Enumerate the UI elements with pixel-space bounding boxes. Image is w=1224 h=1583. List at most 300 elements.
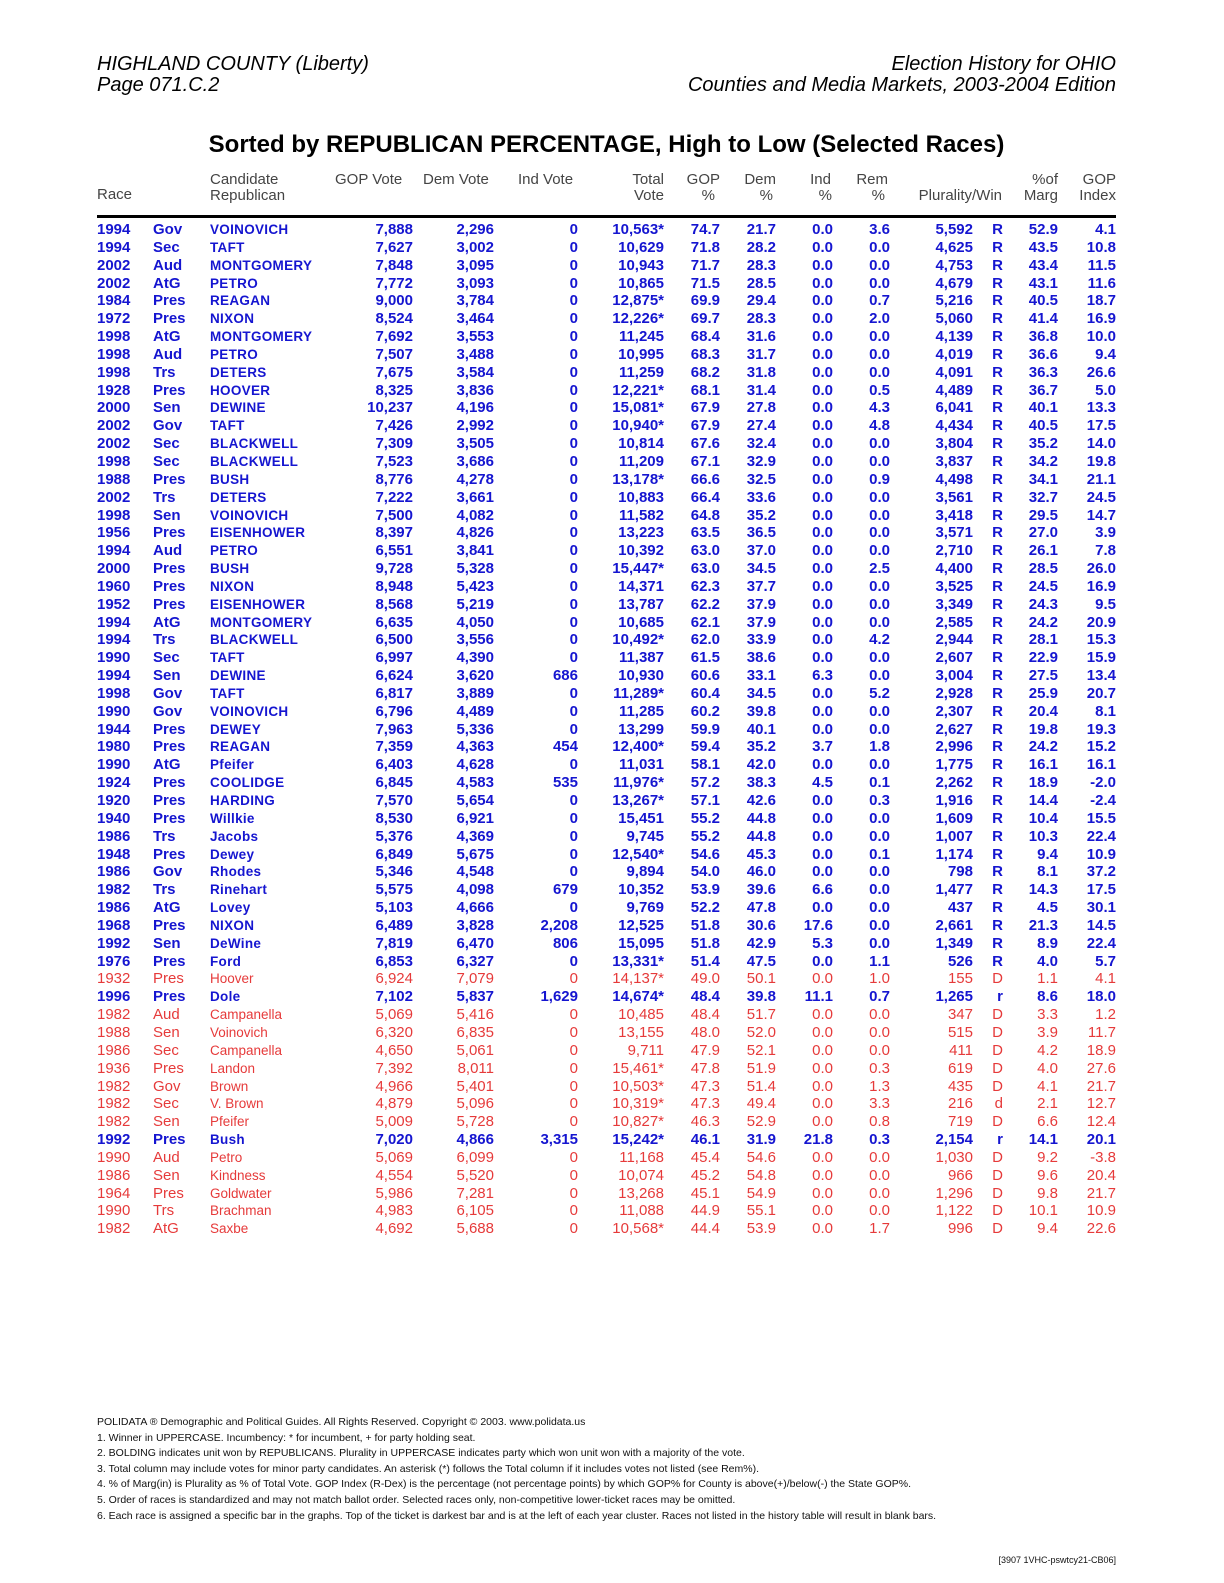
cell-candidate: PETRO [210, 543, 259, 559]
cell-candidate: Dole [210, 989, 241, 1005]
cell-rem-pct: 5.2 [869, 684, 890, 702]
cell-dem-vote: 6,835 [456, 1023, 494, 1041]
cell-office: AtG [153, 328, 181, 346]
cell-dem-pct: 37.0 [746, 542, 776, 560]
cell-plurality: 2,307 [935, 702, 973, 720]
cell-margin-pct: 19.8 [1028, 720, 1058, 738]
cell-office: Pres [153, 1184, 184, 1202]
cell-total-vote: 9,769 [626, 899, 664, 917]
col-dem-pct: Dem [744, 171, 776, 188]
cell-ind-vote: 0 [569, 1166, 578, 1184]
cell-year: 1976 [97, 952, 131, 970]
table-row [97, 614, 1116, 632]
cell-dem-vote: 4,278 [456, 470, 494, 488]
cell-candidate: COOLIDGE [210, 775, 285, 791]
cell-dem-vote: 5,096 [456, 1095, 494, 1113]
table-row [97, 257, 1116, 275]
cell-rem-pct: 4.3 [869, 399, 890, 417]
cell-plurality: 1,122 [935, 1202, 973, 1220]
cell-total-vote: 12,221* [612, 381, 664, 399]
cell-winner: R [992, 595, 1003, 613]
cell-office: Aud [153, 542, 183, 560]
cell-gop-pct: 68.4 [690, 328, 720, 346]
cell-year: 1956 [97, 524, 131, 542]
cell-dem-pct: 52.0 [746, 1023, 776, 1041]
header-right [688, 54, 1116, 96]
cell-gop-vote: 7,309 [375, 435, 413, 453]
cell-ind-pct: 0.0 [812, 1006, 833, 1024]
cell-ind-pct: 0.0 [812, 256, 833, 274]
cell-dem-vote: 3,836 [456, 381, 494, 399]
cell-gop-vote: 6,500 [375, 631, 413, 649]
cell-plurality: 515 [947, 1023, 973, 1041]
cell-plurality: 5,060 [935, 310, 973, 328]
cell-dem-pct: 32.4 [746, 435, 776, 453]
cell-ind-vote: 0 [569, 595, 578, 613]
cell-rem-pct: 0.0 [869, 863, 890, 881]
cell-gop-vote: 5,069 [375, 1006, 413, 1024]
cell-winner: R [992, 363, 1003, 381]
cell-office: Pres [153, 809, 186, 827]
cell-year: 1994 [97, 221, 131, 238]
col-dem-vote: Dem Vote [423, 171, 489, 188]
cell-gop-vote: 6,635 [375, 613, 413, 631]
cell-gop-pct: 67.1 [690, 452, 720, 470]
footnote-line: 6. Each race is assigned a specific bar in the graphs. Top of the ticket is darkest bar and is at the left of each year cluster. Races not listed in the history table will result in blank bars. [97, 1509, 937, 1522]
cell-candidate: Pfeifer [210, 1114, 250, 1130]
table-row [97, 524, 1116, 542]
cell-ind-pct: 0.0 [812, 470, 833, 488]
cell-candidate: Dewey [210, 846, 255, 862]
cell-year: 1972 [97, 310, 131, 328]
cell-plurality: 2,944 [935, 631, 973, 649]
cell-gop-pct: 47.9 [690, 1041, 720, 1059]
cell-rem-pct: 0.0 [869, 274, 890, 292]
cell-dem-pct: 28.3 [746, 310, 776, 328]
cell-rem-pct: 0.3 [869, 1059, 890, 1077]
cell-rem-pct: 3.6 [869, 221, 890, 238]
cell-plurality: 798 [947, 863, 973, 881]
cell-winner: D [992, 970, 1003, 988]
cell-plurality: 966 [947, 1166, 973, 1184]
cell-candidate: Ford [210, 953, 242, 969]
cell-ind-vote: 0 [569, 1184, 578, 1202]
cell-gop-pct: 46.3 [690, 1113, 720, 1131]
cell-year: 2002 [97, 274, 131, 292]
cell-dem-vote: 4,082 [456, 506, 494, 524]
cell-winner: R [992, 221, 1003, 238]
cell-total-vote: 13,787 [618, 595, 664, 613]
cell-office: Pres [153, 310, 186, 328]
cell-office: Pres [153, 774, 186, 792]
cell-gop-index: 18.0 [1086, 988, 1116, 1006]
cell-candidate: Hoover [210, 971, 254, 987]
cell-margin-pct: 36.7 [1028, 381, 1058, 399]
cell-gop-vote: 5,069 [375, 1148, 413, 1166]
cell-gop-pct: 44.4 [690, 1220, 720, 1238]
table-row [97, 917, 1116, 935]
cell-gop-pct: 67.9 [690, 399, 720, 417]
cell-dem-pct: 54.9 [746, 1184, 776, 1202]
cell-winner: R [992, 881, 1003, 899]
cell-gop-index: 26.6 [1086, 363, 1116, 381]
cell-gop-pct: 55.2 [690, 827, 720, 845]
cell-dem-pct: 50.1 [746, 970, 776, 988]
cell-gop-pct: 51.8 [690, 934, 720, 952]
cell-rem-pct: 0.0 [869, 506, 890, 524]
cell-dem-pct: 33.1 [746, 667, 776, 685]
cell-ind-vote: 0 [569, 1220, 578, 1238]
cell-total-vote: 11,289* [613, 684, 664, 702]
cell-gop-vote: 6,403 [375, 756, 413, 774]
cell-gop-vote: 8,397 [375, 524, 413, 542]
cell-gop-index: 18.9 [1086, 1041, 1116, 1059]
cell-margin-pct: 28.1 [1028, 631, 1058, 649]
table-row [97, 988, 1116, 1006]
cell-total-vote: 10,827* [612, 1113, 664, 1131]
cell-office: Trs [153, 488, 176, 506]
cell-year: 2002 [97, 488, 131, 506]
cell-gop-vote: 7,020 [375, 1131, 413, 1149]
cell-gop-index: 20.1 [1086, 1131, 1116, 1149]
cell-gop-index: 12.4 [1086, 1113, 1116, 1131]
cell-gop-pct: 62.1 [690, 613, 720, 631]
cell-ind-vote: 0 [569, 292, 578, 310]
table-row [97, 560, 1116, 578]
cell-winner: R [992, 649, 1003, 667]
cell-rem-pct: 0.0 [869, 1166, 890, 1184]
cell-dem-vote: 6,470 [456, 934, 494, 952]
cell-candidate: EISENHOWER [210, 596, 306, 612]
cell-dem-vote: 5,336 [456, 720, 494, 738]
cell-office: Pres [153, 524, 186, 542]
table-header [97, 170, 1116, 215]
cell-total-vote: 15,095 [618, 934, 664, 952]
cell-ind-pct: 0.0 [812, 1113, 833, 1131]
table-row [97, 792, 1116, 810]
cell-candidate: Willkie [210, 810, 255, 826]
cell-dem-pct: 34.5 [746, 684, 776, 702]
cell-rem-pct: 0.0 [869, 435, 890, 453]
cell-ind-vote: 0 [569, 328, 578, 346]
cell-margin-pct: 4.0 [1037, 1059, 1058, 1077]
cell-gop-vote: 5,376 [375, 827, 413, 845]
cell-dem-vote: 2,296 [456, 221, 494, 238]
cell-candidate: BLACKWELL [210, 453, 299, 469]
cell-ind-vote: 0 [569, 1006, 578, 1024]
cell-dem-pct: 31.7 [746, 345, 776, 363]
cell-total-vote: 15,461* [612, 1059, 664, 1077]
cell-year: 2002 [97, 435, 131, 453]
cell-plurality: 3,561 [935, 488, 973, 506]
cell-gop-vote: 6,320 [375, 1023, 413, 1041]
cell-ind-vote: 0 [569, 274, 578, 292]
cell-candidate: Campanella [210, 1042, 283, 1058]
cell-ind-pct: 0.0 [812, 1184, 833, 1202]
cell-dem-pct: 45.3 [746, 845, 776, 863]
cell-margin-pct: 27.0 [1028, 524, 1058, 542]
cell-gop-vote: 10,237 [367, 399, 413, 417]
table-row [97, 1185, 1116, 1203]
cell-office: Pres [153, 1059, 184, 1077]
cell-year: 1924 [97, 774, 131, 792]
cell-gop-index: 30.1 [1086, 899, 1116, 917]
cell-office: Pres [153, 1131, 186, 1149]
cell-margin-pct: 16.1 [1028, 756, 1058, 774]
cell-dem-pct: 21.7 [746, 221, 776, 238]
cell-winner: D [992, 1023, 1003, 1041]
cell-candidate: Landon [210, 1060, 256, 1076]
cell-ind-vote: 0 [569, 524, 578, 542]
table-row [97, 417, 1116, 435]
cell-dem-vote: 6,921 [456, 809, 494, 827]
cell-gop-pct: 52.2 [690, 899, 720, 917]
footnote-line: 1. Winner in UPPERCASE. Incumbency: * for incumbent, + for party holding seat. [97, 1431, 476, 1444]
cell-gop-index: 14.5 [1086, 916, 1116, 934]
table-row [97, 399, 1116, 417]
cell-total-vote: 10,074 [618, 1166, 664, 1184]
cell-gop-pct: 62.0 [690, 631, 720, 649]
cell-total-vote: 15,451 [618, 809, 664, 827]
cell-year: 1986 [97, 1041, 131, 1059]
cell-total-vote: 10,814 [618, 435, 664, 453]
cell-candidate: TAFT [210, 650, 245, 666]
cell-dem-vote: 6,105 [456, 1202, 494, 1220]
cell-total-vote: 10,629 [618, 238, 664, 256]
cell-gop-index: 21.7 [1086, 1077, 1116, 1095]
cell-dem-pct: 54.8 [746, 1166, 776, 1184]
cell-ind-pct: 0.0 [812, 827, 833, 845]
cell-ind-vote: 0 [569, 649, 578, 667]
cell-candidate: V. Brown [210, 1096, 264, 1112]
cell-rem-pct: 0.0 [869, 488, 890, 506]
cell-year: 1998 [97, 328, 131, 346]
cell-ind-vote: 0 [569, 363, 578, 381]
cell-winner: R [992, 899, 1003, 917]
cell-gop-vote: 4,983 [375, 1202, 413, 1220]
cell-rem-pct: 0.3 [869, 792, 890, 809]
cell-plurality: 996 [947, 1220, 973, 1238]
cell-margin-pct: 14.3 [1028, 881, 1058, 899]
cell-dem-vote: 5,416 [456, 1006, 494, 1024]
cell-ind-vote: 0 [569, 845, 578, 863]
cell-gop-vote: 9,000 [375, 292, 413, 310]
table-row [97, 774, 1116, 792]
col-gop-pct-unit: % [701, 187, 715, 204]
cell-dem-pct: 34.5 [746, 560, 776, 578]
cell-dem-pct: 52.1 [746, 1041, 776, 1059]
cell-dem-pct: 39.6 [746, 881, 776, 899]
cell-ind-pct: 0.0 [812, 649, 833, 667]
cell-office: Sec [153, 238, 180, 256]
cell-ind-vote: 0 [569, 1041, 578, 1059]
cell-plurality: 1,916 [935, 792, 973, 809]
cell-winner: R [992, 952, 1003, 970]
cell-dem-vote: 3,889 [456, 684, 494, 702]
cell-gop-index: 10.9 [1086, 1202, 1116, 1220]
cell-ind-pct: 0.0 [812, 970, 833, 988]
cell-candidate: BUSH [210, 561, 250, 577]
cell-total-vote: 14,137* [612, 970, 664, 988]
cell-dem-pct: 51.4 [746, 1077, 776, 1095]
cell-office: Gov [153, 684, 183, 702]
cell-total-vote: 12,540* [612, 845, 664, 863]
cell-ind-pct: 0.0 [812, 292, 833, 310]
cell-winner: D [992, 1113, 1003, 1131]
cell-total-vote: 10,883 [618, 488, 664, 506]
cell-candidate: NIXON [210, 578, 255, 594]
cell-ind-pct: 0.0 [812, 1220, 833, 1238]
cell-candidate: Brachman [210, 1203, 272, 1219]
cell-gop-index: -2.4 [1090, 792, 1116, 809]
cell-gop-pct: 74.7 [690, 221, 720, 238]
cell-gop-vote: 7,627 [375, 238, 413, 256]
cell-office: AtG [153, 756, 181, 774]
cell-plurality: 3,571 [935, 524, 973, 542]
table-row [97, 596, 1116, 614]
cell-candidate: Lovey [210, 900, 251, 916]
header-left [97, 54, 369, 96]
cell-dem-vote: 6,099 [456, 1148, 494, 1166]
cell-gop-index: 11.5 [1087, 256, 1116, 274]
cell-winner: R [992, 435, 1003, 453]
cell-total-vote: 13,331* [612, 952, 664, 970]
cell-gop-pct: 71.5 [690, 274, 720, 292]
cell-ind-pct: 0.0 [812, 1148, 833, 1166]
cell-plurality: 216 [947, 1095, 973, 1113]
cell-office: Pres [153, 916, 186, 934]
table-row [97, 685, 1116, 703]
cell-gop-index: 16.9 [1086, 310, 1116, 328]
cell-office: AtG [153, 274, 181, 292]
cell-plurality: 1,030 [935, 1148, 973, 1166]
col-candidate: Candidate [210, 171, 279, 188]
footnote-line: 4. % of Marg(in) is Plurality as % of Total Vote. GOP Index (R-Dex) is the percentage (not percentage points) by which GOP% for County is above(+)/below(-) the State GOP%. [97, 1478, 912, 1491]
cell-gop-vote: 6,551 [375, 542, 413, 560]
cell-office: Pres [153, 738, 186, 756]
footnote-line: POLIDATA ® Demographic and Political Guides. All Rights Reserved. Copyright © 2003. www.polidata.us [97, 1416, 586, 1428]
table-row [97, 435, 1116, 453]
cell-gop-pct: 61.5 [690, 649, 720, 667]
cell-plurality: 619 [947, 1059, 973, 1077]
cell-dem-vote: 4,548 [456, 863, 494, 881]
cell-year: 1992 [97, 934, 131, 952]
cell-rem-pct: 0.0 [869, 1006, 890, 1024]
cell-winner: D [992, 1077, 1003, 1095]
cell-dem-vote: 4,363 [456, 738, 494, 756]
cell-ind-pct: 0.0 [812, 756, 833, 774]
cell-winner: R [992, 274, 1003, 292]
cell-gop-vote: 8,948 [375, 577, 413, 595]
cell-rem-pct: 0.0 [869, 1023, 890, 1041]
cell-candidate: VOINOVICH [210, 703, 289, 719]
cell-winner: D [992, 1184, 1003, 1202]
cell-dem-vote: 4,196 [456, 399, 494, 417]
document-code: [3907 1VHC-pswtcy21-CB06] [998, 1555, 1116, 1565]
cell-ind-pct: 0.0 [812, 809, 833, 827]
cell-ind-vote: 0 [569, 310, 578, 328]
cell-gop-vote: 4,966 [375, 1077, 413, 1095]
table-row [97, 810, 1116, 828]
table-row [97, 899, 1116, 917]
cell-plurality: 4,625 [935, 238, 973, 256]
table-row [97, 239, 1116, 257]
cell-ind-vote: 0 [569, 792, 578, 809]
cell-plurality: 435 [947, 1077, 973, 1095]
cell-office: Gov [153, 221, 183, 238]
cell-winner: R [992, 560, 1003, 578]
cell-year: 1982 [97, 1095, 131, 1113]
cell-total-vote: 9,711 [627, 1041, 664, 1059]
cell-gop-index: 27.6 [1086, 1059, 1116, 1077]
cell-ind-pct: 5.3 [812, 934, 833, 952]
cell-ind-vote: 0 [569, 381, 578, 399]
cell-ind-vote: 0 [569, 684, 578, 702]
cell-plurality: 6,041 [935, 399, 973, 417]
cell-margin-pct: 4.1 [1037, 1077, 1058, 1095]
cell-total-vote: 13,299 [618, 720, 664, 738]
cell-margin-pct: 8.1 [1037, 863, 1058, 881]
cell-ind-pct: 0.0 [812, 1166, 833, 1184]
cell-margin-pct: 24.5 [1028, 577, 1058, 595]
cell-dem-pct: 32.5 [746, 470, 776, 488]
cell-ind-vote: 454 [552, 738, 578, 756]
cell-gop-index: 17.5 [1086, 881, 1116, 899]
results-table [97, 221, 1116, 1238]
cell-year: 1988 [97, 470, 131, 488]
cell-year: 1986 [97, 899, 131, 917]
cell-plurality: 347 [947, 1006, 973, 1024]
cell-gop-index: 16.9 [1086, 577, 1116, 595]
cell-ind-vote: 2,208 [540, 916, 578, 934]
cell-margin-pct: 10.3 [1028, 827, 1058, 845]
cell-margin-pct: 6.6 [1037, 1113, 1058, 1131]
cell-ind-pct: 0.0 [812, 1202, 833, 1220]
cell-margin-pct: 24.2 [1028, 738, 1058, 756]
cell-dem-pct: 33.9 [746, 631, 776, 649]
cell-dem-vote: 3,553 [456, 328, 494, 346]
cell-candidate: DETERS [210, 489, 267, 505]
cell-ind-pct: 0.0 [812, 720, 833, 738]
cell-rem-pct: 0.1 [869, 774, 890, 792]
cell-candidate: Petro [210, 1149, 243, 1165]
cell-winner: R [992, 470, 1003, 488]
cell-candidate: TAFT [210, 239, 245, 255]
cell-total-vote: 11,031 [618, 756, 664, 774]
cell-candidate: DETERS [210, 364, 267, 380]
cell-gop-index: 14.0 [1086, 435, 1116, 453]
cell-office: Pres [153, 970, 184, 988]
cell-gop-index: 16.1 [1086, 756, 1116, 774]
cell-dem-pct: 37.7 [746, 577, 776, 595]
cell-plurality: 1,349 [935, 934, 973, 952]
cell-dem-vote: 3,841 [456, 542, 494, 560]
cell-margin-pct: 4.0 [1037, 952, 1058, 970]
cell-winner: R [992, 345, 1003, 363]
cell-dem-vote: 4,666 [456, 899, 494, 917]
footnote-line: 3. Total column may include votes for minor party candidates. An asterisk (*) follows the Total column if it includes votes not listed (see Rem%). [97, 1462, 759, 1475]
cell-dem-vote: 5,654 [456, 792, 494, 809]
cell-total-vote: 11,088 [619, 1202, 664, 1220]
cell-office: Pres [153, 595, 186, 613]
table-row [97, 542, 1116, 560]
cell-ind-vote: 3,315 [540, 1131, 578, 1149]
cell-gop-vote: 7,426 [375, 417, 413, 435]
cell-rem-pct: 0.0 [869, 827, 890, 845]
cell-dem-vote: 4,826 [456, 524, 494, 542]
cell-margin-pct: 18.9 [1028, 774, 1058, 792]
table-row [97, 364, 1116, 382]
